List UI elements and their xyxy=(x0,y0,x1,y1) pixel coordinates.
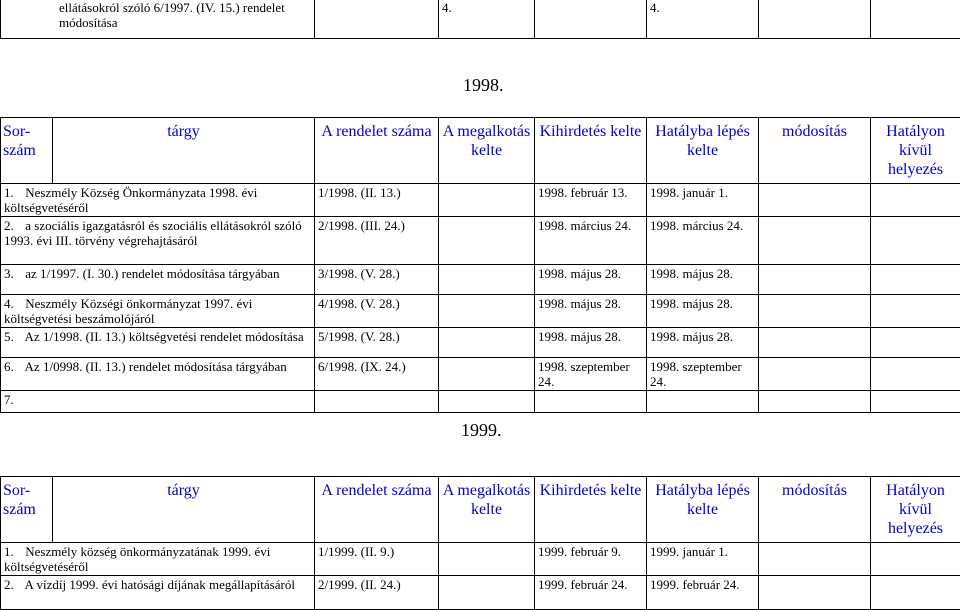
table-row xyxy=(1,295,960,328)
table-row xyxy=(1,184,960,217)
row-effective: 1999. február 24. xyxy=(647,576,759,610)
header-modification: módosítás xyxy=(759,118,871,184)
table-row xyxy=(1,328,960,358)
row-regulation-number xyxy=(315,391,439,413)
row-created xyxy=(439,184,535,217)
row-published: 1998. február 13. xyxy=(535,184,647,217)
row-created xyxy=(439,391,535,413)
table-row xyxy=(1,391,960,413)
row-regulation-number: 1/1999. (II. 9.) xyxy=(315,543,439,576)
row-regulation-number: 5/1998. (V. 28.) xyxy=(315,328,439,358)
row-modification xyxy=(759,391,871,413)
row-number: 3. xyxy=(4,266,22,281)
row-effective: 1998. szeptember 24. xyxy=(647,358,759,391)
header-published: Kihirdetés kelte xyxy=(535,477,647,543)
row-number: 2. xyxy=(4,577,22,592)
top-row xyxy=(1,0,960,39)
regulations-table-1999 xyxy=(0,476,960,610)
header-number: A rendelet száma xyxy=(315,477,439,543)
row-number: 1. xyxy=(4,185,22,200)
row-regulation-number: 4/1998. (V. 28.) xyxy=(315,295,439,328)
row-created xyxy=(439,295,535,328)
row-subject-cell xyxy=(1,391,315,413)
table-row xyxy=(1,265,960,295)
row-published: 1998. szeptember 24. xyxy=(535,358,647,391)
row-subject-cell xyxy=(1,295,315,328)
row-created xyxy=(439,265,535,295)
row-published: 1999. február 9. xyxy=(535,543,647,576)
header-effective: Hatályba lépés kelte xyxy=(647,118,759,184)
table-row xyxy=(1,217,960,265)
header-repeal: Hatályon kívül helyezés xyxy=(871,477,960,543)
top-row-published: 4. xyxy=(439,0,535,39)
header-published: Kihirdetés kelte xyxy=(535,118,647,184)
table-header xyxy=(1,118,960,184)
header-subject: tárgy xyxy=(53,477,315,543)
row-subject: az 1/1997. (I. 30.) rendelet módosítása tárgyában xyxy=(25,266,279,281)
row-repeal xyxy=(871,265,960,295)
row-repeal xyxy=(871,295,960,328)
row-repeal xyxy=(871,391,960,413)
row-effective: 1998. május 28. xyxy=(647,265,759,295)
year-heading-1998: 1998. xyxy=(463,75,504,96)
row-created xyxy=(439,576,535,610)
row-published: 1999. február 24. xyxy=(535,576,647,610)
header-created: A megalkotás kelte xyxy=(439,477,535,543)
row-regulation-number: 2/1998. (III. 24.) xyxy=(315,217,439,265)
row-repeal xyxy=(871,576,960,610)
row-subject: Az 1/1998. (II. 13.) költségvetési rendelet módosítása xyxy=(25,329,304,344)
row-effective: 1999. január 1. xyxy=(647,543,759,576)
row-effective: 1998. május 28. xyxy=(647,295,759,328)
row-effective: 1998. január 1. xyxy=(647,184,759,217)
header-modification: módosítás xyxy=(759,477,871,543)
row-effective: 1998. március 24. xyxy=(647,217,759,265)
table-row xyxy=(1,543,960,576)
header-subject: tárgy xyxy=(53,118,315,184)
top-row-modification xyxy=(759,0,871,39)
table-header xyxy=(1,477,960,543)
header-created: A megalkotás kelte xyxy=(439,118,535,184)
header-number: A rendelet száma xyxy=(315,118,439,184)
row-created xyxy=(439,217,535,265)
row-subject-cell xyxy=(1,576,315,610)
row-regulation-number: 6/1998. (IX. 24.) xyxy=(315,358,439,391)
row-subject-cell xyxy=(1,265,315,295)
row-subject-cell xyxy=(1,358,315,391)
row-created xyxy=(439,543,535,576)
row-number: 1. xyxy=(4,544,22,559)
row-published: 1998. május 28. xyxy=(535,265,647,295)
row-subject: Neszmély község önkormányzatának 1999. évi költségvetéséről xyxy=(4,544,270,574)
year-heading-1999: 1999. xyxy=(461,420,502,441)
row-subject-cell xyxy=(1,184,315,217)
row-regulation-number: 1/1998. (II. 13.) xyxy=(315,184,439,217)
row-created xyxy=(439,358,535,391)
row-modification xyxy=(759,217,871,265)
row-modification xyxy=(759,576,871,610)
row-regulation-number: 2/1999. (II. 24.) xyxy=(315,576,439,610)
row-subject: Neszmély Községi önkormányzat 1997. évi költségvetési beszámolójáról xyxy=(4,296,252,326)
row-modification xyxy=(759,358,871,391)
table-row xyxy=(1,358,960,391)
row-repeal xyxy=(871,358,960,391)
header-effective: Hatályba lépés kelte xyxy=(647,477,759,543)
row-repeal xyxy=(871,328,960,358)
header-serial: Sor-szám xyxy=(1,477,53,543)
row-published: 1998. március 24. xyxy=(535,217,647,265)
row-repeal xyxy=(871,543,960,576)
row-published xyxy=(535,391,647,413)
row-published: 1998. május 28. xyxy=(535,295,647,328)
row-modification xyxy=(759,295,871,328)
row-subject: Az 1/0998. (II. 13.) rendelet módosítása tárgyában xyxy=(25,359,287,374)
row-subject: A vízdíj 1999. évi hatósági díjának megállapításáról xyxy=(25,577,295,592)
row-repeal xyxy=(871,217,960,265)
row-number: 6. xyxy=(4,359,22,374)
header-repeal: Hatályon kívül helyezés xyxy=(871,118,960,184)
top-row-effective: 4. xyxy=(647,0,759,39)
top-row-created xyxy=(535,0,647,39)
row-modification xyxy=(759,265,871,295)
row-subject: Neszmély Község Önkormányzata 1998. évi költségvetéséről xyxy=(4,185,257,215)
top-row-repeal xyxy=(871,0,960,39)
header-serial: Sor-szám xyxy=(1,118,53,184)
row-published: 1998. május 28. xyxy=(535,328,647,358)
row-repeal xyxy=(871,184,960,217)
row-number: 2. xyxy=(4,218,22,233)
row-effective: 1998. május 28. xyxy=(647,328,759,358)
top-row-number xyxy=(315,0,439,39)
row-number: 5. xyxy=(4,329,22,344)
row-modification xyxy=(759,328,871,358)
top-row-subject: ellátásokról szóló 6/1997. (IV. 15.) rendelet módosítása xyxy=(1,0,315,39)
row-regulation-number: 3/1998. (V. 28.) xyxy=(315,265,439,295)
row-subject-cell xyxy=(1,217,315,265)
regulations-table-1998 xyxy=(0,117,960,413)
row-created xyxy=(439,328,535,358)
top-partial-table xyxy=(0,0,960,39)
row-subject: a szociális igazgatásról és szociális ellátásokról szóló 1993. évi III. törvény végrehajtásáról xyxy=(4,218,302,248)
row-effective xyxy=(647,391,759,413)
row-modification xyxy=(759,184,871,217)
row-subject-cell xyxy=(1,328,315,358)
table-row xyxy=(1,576,960,610)
row-number: 7. xyxy=(4,392,22,407)
row-subject-cell xyxy=(1,543,315,576)
row-modification xyxy=(759,543,871,576)
row-number: 4. xyxy=(4,296,22,311)
